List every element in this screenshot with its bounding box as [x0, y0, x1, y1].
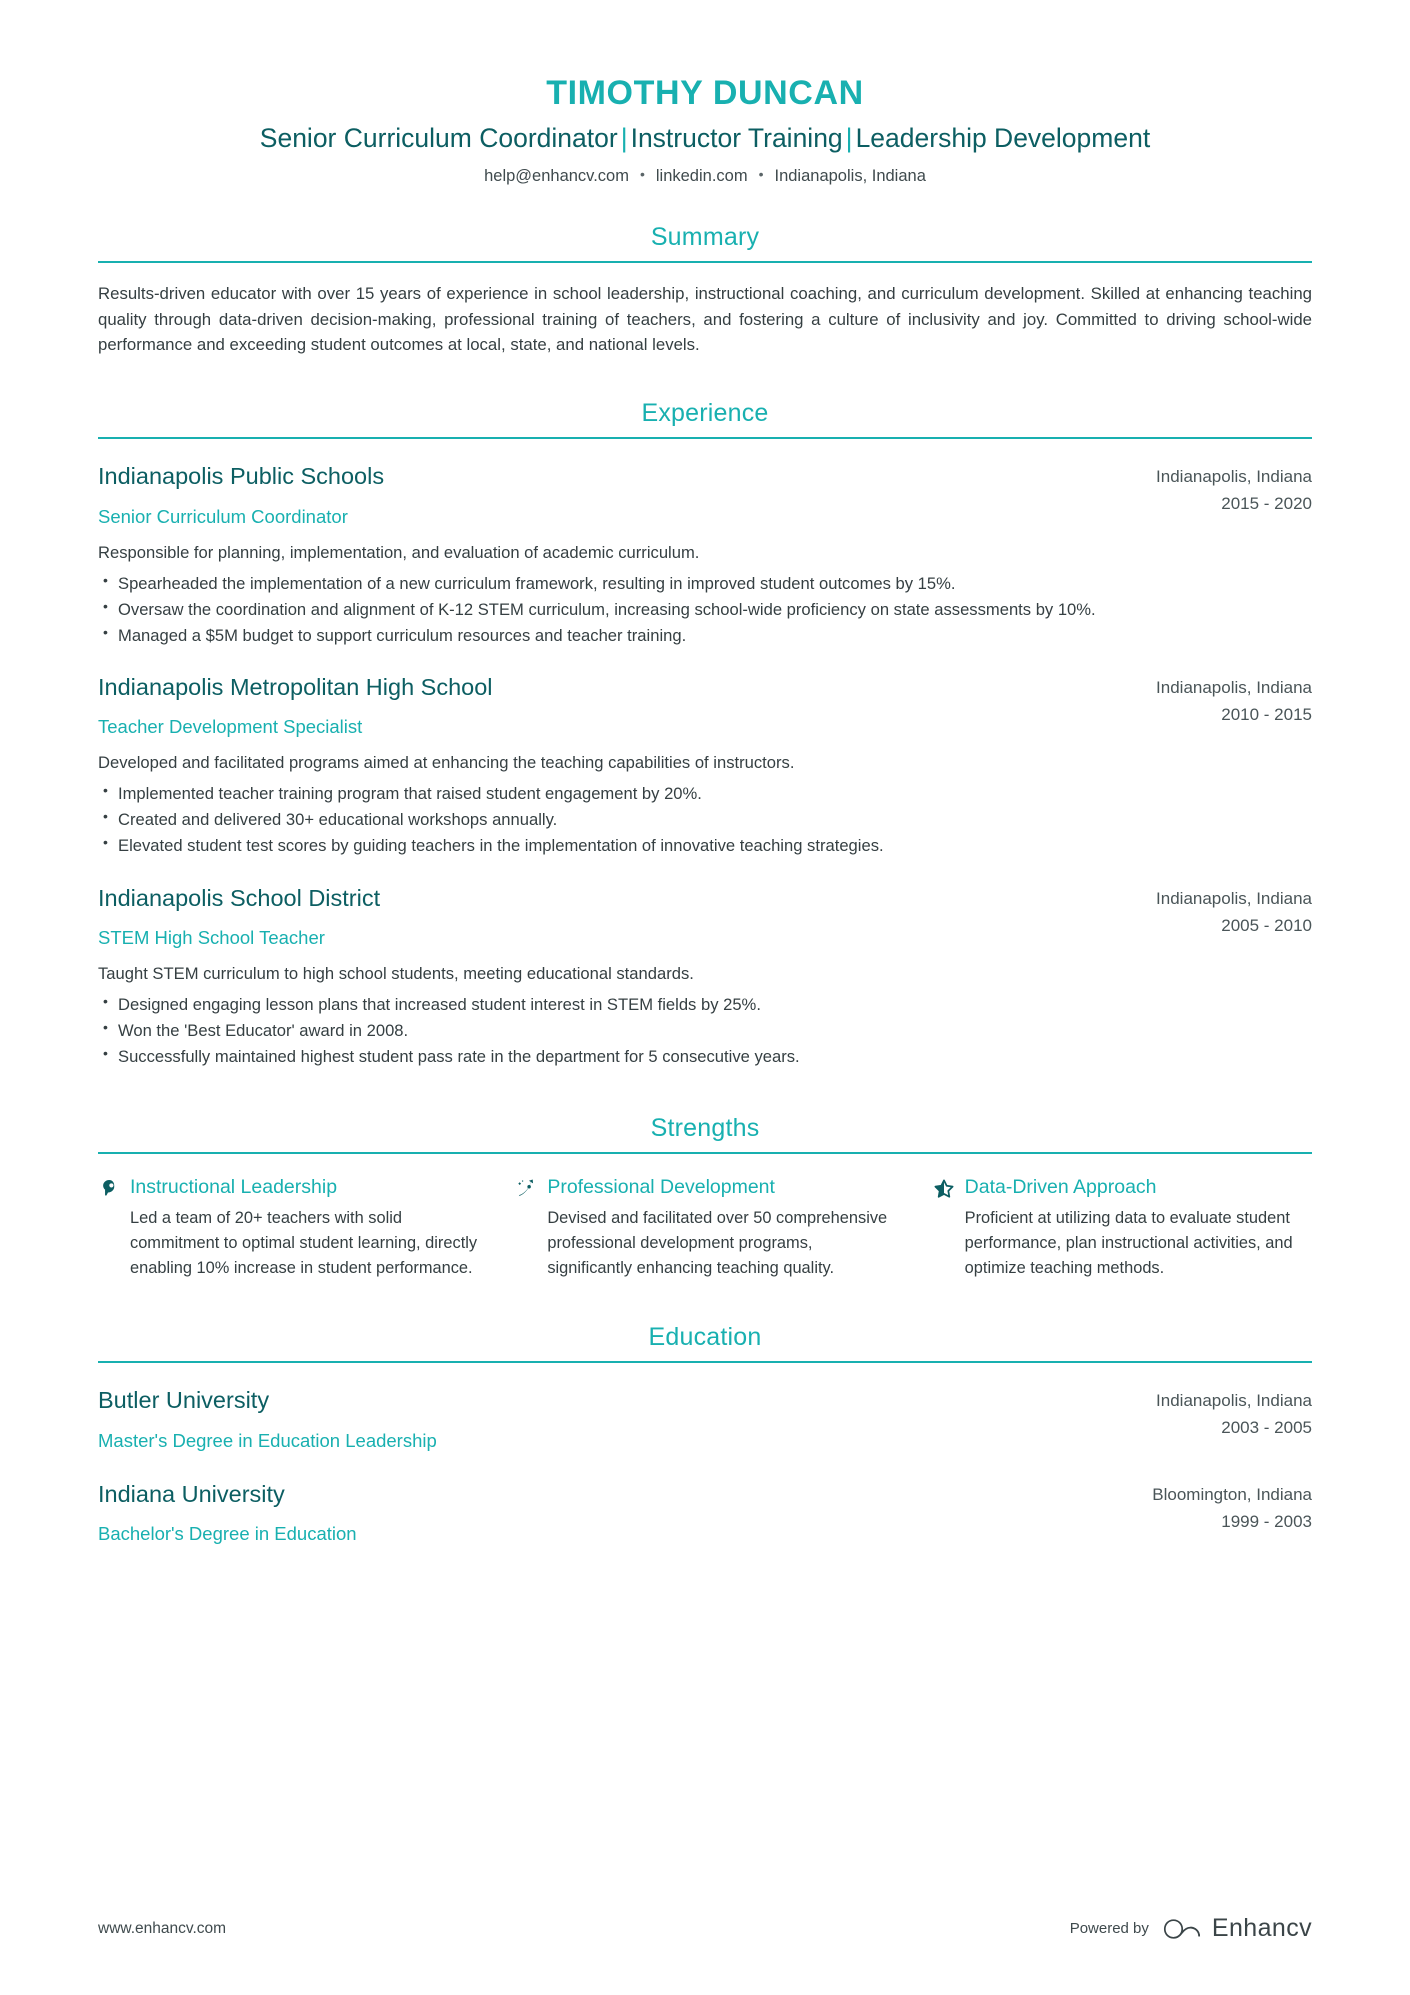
strength-item: [515, 1176, 894, 1280]
experience-bullet: • Won the 'Best Educator' award in 2008.: [98, 1019, 1104, 1043]
experience-bullet: • Spearheaded the implementation of a new curriculum framework, resulting in improved student outcomes by 15%.: [98, 572, 1104, 596]
headline-separator: |: [845, 122, 853, 153]
experience-bullet: • Elevated student test scores by guiding teachers in the implementation of innovative teaching strategies.: [98, 834, 1104, 858]
candidate-headline: [98, 121, 1312, 157]
strength-description: Led a team of 20+ teachers with solid commitment to optimal student learning, directly enabling 10% increase in student performance.: [130, 1209, 478, 1277]
candidate-name: TIMOTHY DUNCAN: [546, 74, 864, 112]
section-title-experience: Experience: [641, 398, 769, 427]
strengths-grid: [98, 1176, 1312, 1280]
contact-email[interactable]: help@enhancv.com: [484, 167, 629, 186]
powered-by-label: Powered by: [1069, 1920, 1149, 1937]
experience-description: Taught STEM curriculum to high school students, meeting educational standards.: [98, 964, 694, 984]
growth-arrow-icon: [515, 1178, 537, 1200]
enhancv-logo-icon: [1161, 1916, 1203, 1942]
experience-job-title: Teacher Development Specialist: [98, 716, 363, 738]
experience-entry-main: [98, 461, 1132, 650]
section-divider: [98, 1152, 1312, 1154]
strength-header: [98, 1176, 477, 1200]
education-entry-meta: [1132, 1385, 1312, 1453]
experience-description: Developed and facilitated programs aimed at enhancing the teaching capabilities of instructors.: [98, 753, 795, 773]
experience-organization: Indianapolis Public Schools: [98, 462, 385, 489]
contact-linkedin[interactable]: linkedin.com: [655, 167, 748, 186]
strength-header: [933, 1176, 1312, 1200]
experience-location: Indianapolis, Indiana: [1156, 888, 1312, 908]
half-star-icon: [933, 1178, 955, 1200]
section-education: [98, 1322, 1312, 1546]
experience-entry-main: [98, 672, 1132, 861]
experience-entry-meta: [1132, 672, 1312, 861]
education-entry: [98, 1385, 1312, 1453]
education-entry-meta: [1132, 1479, 1312, 1547]
contact-separator-icon: •: [639, 166, 645, 183]
summary-text: Results-driven educator with over 15 years of experience in school leadership, instructional coaching, and curriculum development. Skilled at enhancing teaching quality through data-driven decision-making, professional training of teachers, and fostering a culture of inclusivity and joy. Committed to driving school-wide performance and exceeding student outcomes at local, state, and national levels.: [98, 284, 1312, 355]
contact-location: Indianapolis, Indiana: [774, 167, 926, 186]
experience-entry-meta: [1132, 461, 1312, 650]
education-location: Indianapolis, Indiana: [1156, 1391, 1312, 1411]
experience-bullet-list: [98, 572, 1104, 648]
education-entry: [98, 1479, 1312, 1547]
section-divider: [98, 1361, 1312, 1363]
section-experience: [98, 398, 1312, 1071]
experience-dates: 2010 - 2015: [1221, 704, 1312, 724]
brand-name: Enhancv: [1211, 1914, 1312, 1942]
section-divider: [98, 261, 1312, 263]
strength-title: Instructional Leadership: [130, 1176, 338, 1199]
head-profile-icon: [98, 1178, 120, 1200]
experience-bullet: • Designed engaging lesson plans that increased student interest in STEM fields by 25%.: [98, 993, 1104, 1017]
experience-location: Indianapolis, Indiana: [1156, 466, 1312, 486]
experience-dates: 2015 - 2020: [1221, 494, 1312, 514]
section-strengths: [98, 1113, 1312, 1280]
headline-part-2: Leadership Development: [855, 122, 1151, 153]
contact-separator-icon: •: [758, 166, 764, 183]
strength-item: [933, 1176, 1312, 1280]
education-entry-main: [98, 1385, 1132, 1453]
strength-header: [515, 1176, 894, 1200]
experience-job-title: Senior Curriculum Coordinator: [98, 505, 348, 527]
education-degree: Bachelor's Degree in Education: [98, 1523, 357, 1545]
experience-organization: Indianapolis Metropolitan High School: [98, 673, 493, 700]
section-title-education: Education: [648, 1323, 762, 1352]
experience-job-title: STEM High School Teacher: [98, 927, 325, 949]
experience-organization: Indianapolis School District: [98, 884, 381, 911]
strength-description: Proficient at utilizing data to evaluate student performance, plan instructional activities, and optimize teaching methods.: [964, 1209, 1293, 1277]
education-dates: 1999 - 2003: [1221, 1511, 1312, 1531]
contact-line: [98, 165, 1312, 188]
headline-part-0: Senior Curriculum Coordinator: [259, 122, 618, 153]
headline-separator: |: [620, 122, 628, 153]
experience-entry: [98, 672, 1312, 861]
experience-entry: [98, 461, 1312, 650]
experience-bullet: • Successfully maintained highest student pass rate in the department for 5 consecutive years.: [98, 1045, 1104, 1069]
strength-description: Devised and facilitated over 50 comprehensive professional development programs, significantly enhancing teaching quality.: [547, 1209, 888, 1277]
experience-bullet-list: [98, 993, 1104, 1069]
strength-title: Data-Driven Approach: [964, 1176, 1157, 1199]
resume-header: [98, 0, 1312, 188]
experience-bullet: • Managed a $5M budget to support curriculum resources and teacher training.: [98, 624, 1104, 648]
section-summary: [98, 222, 1312, 358]
education-entry-main: [98, 1479, 1132, 1547]
headline-part-1: Instructor Training: [630, 122, 843, 153]
experience-bullet: • Oversaw the coordination and alignment of K-12 STEM curriculum, increasing school-wide proficiency on state assessments by 10%.: [98, 598, 1104, 622]
education-degree: Master's Degree in Education Leadership: [98, 1429, 437, 1451]
experience-bullet-list: [98, 782, 1104, 858]
experience-bullet: • Implemented teacher training program that raised student engagement by 20%.: [98, 782, 1104, 806]
experience-entry: [98, 883, 1312, 1072]
education-school: Indiana University: [98, 1480, 285, 1507]
education-dates: 2003 - 2005: [1221, 1418, 1312, 1438]
experience-description: Responsible for planning, implementation, and evaluation of academic curriculum.: [98, 542, 700, 562]
footer-branding: [1070, 1914, 1312, 1943]
section-title-summary: Summary: [650, 223, 760, 252]
education-school: Butler University: [98, 1387, 270, 1414]
footer-website-url[interactable]: www.enhancv.com: [98, 1919, 227, 1937]
experience-bullet: • Created and delivered 30+ educational workshops annually.: [98, 808, 1104, 832]
section-title-strengths: Strengths: [650, 1114, 760, 1143]
education-location: Bloomington, Indiana: [1152, 1484, 1312, 1504]
experience-location: Indianapolis, Indiana: [1156, 677, 1312, 697]
experience-entry-main: [98, 883, 1132, 1072]
strength-title: Professional Development: [547, 1176, 775, 1199]
page-footer: [98, 1914, 1312, 1943]
section-divider: [98, 437, 1312, 439]
brand-lockup: [1161, 1914, 1312, 1943]
experience-dates: 2005 - 2010: [1221, 915, 1312, 935]
experience-entry-meta: [1132, 883, 1312, 1072]
strength-item: [98, 1176, 477, 1280]
